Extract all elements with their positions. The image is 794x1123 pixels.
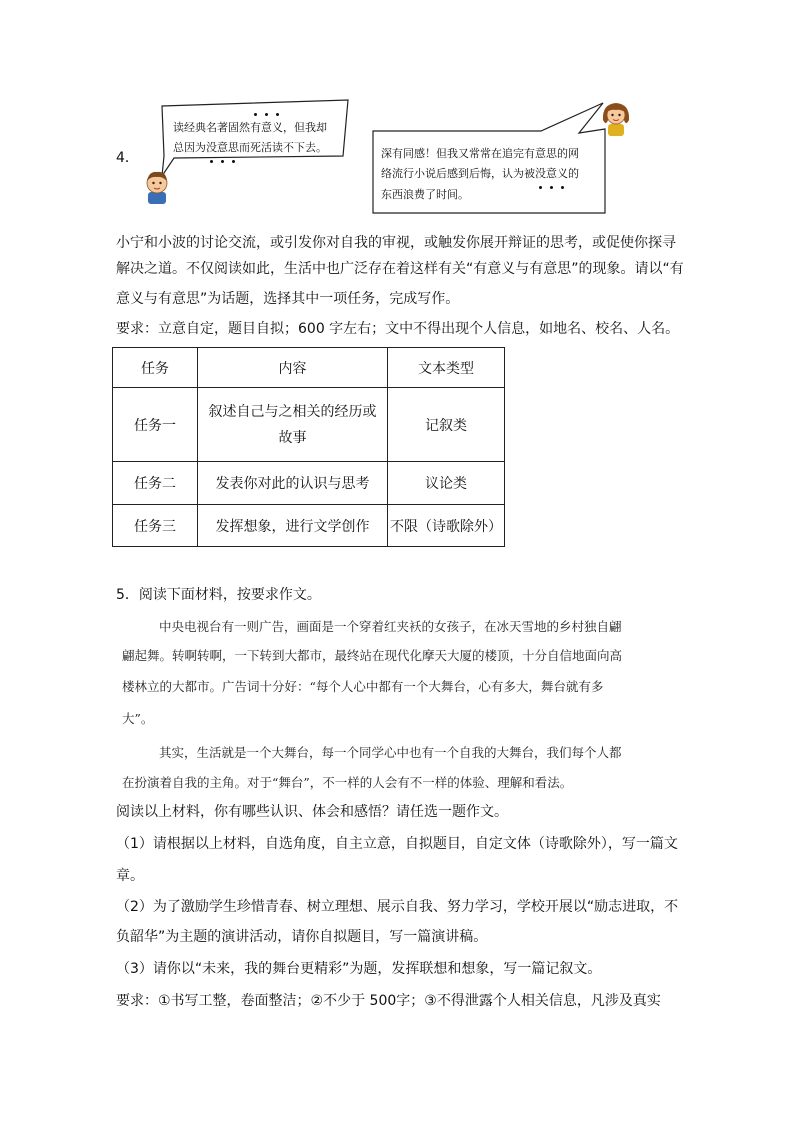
q5-title: 5．阅读下面材料，按要求作文。	[116, 587, 321, 603]
table-header-row	[113, 348, 505, 388]
table-cell-task: 任务三	[113, 505, 198, 547]
q5-option-1-line-1: （1）请根据以上材料，自选角度，自主立意，自拟题目，自定文体（诗歌除外），写一篇文	[116, 836, 678, 852]
q5-option-2-line-1: （2）为了激励学生珍惜青春、树立理想、展示自我、努力学习，学校开展以“励志进取，不	[116, 899, 679, 915]
q5-option-2-line-2: 负韶华”为主题的演讲活动，请你自拟题目，写一篇演讲稿。	[116, 929, 488, 945]
bubble-left-line2: 总因为没意思而死活读不下去。	[173, 136, 327, 159]
q5-material-line-6: 在扮演着自我的主角。对于“舞台”，不一样的人会有不一样的体验、理解和看法。	[122, 775, 573, 790]
q5-material-line-3: 楼林立的大都市。广告词十分好：“每个人心中都有一个大舞台，心有多大，舞台就有多	[122, 679, 604, 694]
q5-prompt: 阅读以上材料，你有哪些认识、体会和感悟？请任选一题作文。	[116, 804, 508, 820]
table-cell-type: 议论类	[388, 462, 505, 505]
q5-requirement: 要求：①书写工整，卷面整洁；②不少于 500字；③不得泄露个人相关信息，凡涉及真实	[116, 993, 661, 1009]
q5-option-1-line-2: 章。	[116, 868, 144, 884]
q5-option-3: （3）请你以“未来，我的舞台更精彩”为题，发挥联想和想象，写一篇记叙文。	[116, 961, 602, 977]
table-header-task: 任务	[113, 348, 198, 388]
q5-material-line-5: 其实，生活就是一个大舞台，每一个同学心中也有一个自我的大舞台，我们每个人都	[159, 745, 622, 760]
table-cell-task: 任务二	[113, 462, 198, 505]
table-cell-type: 不限（诗歌除外）	[388, 505, 505, 547]
question-number-4: 4．	[116, 150, 139, 166]
table-cell-content: 发表你对此的认识与思考	[198, 462, 388, 505]
boy-avatar-icon	[140, 168, 174, 204]
q5-material-line-2: 翩起舞。转啊转啊，一下转到大都市，最终站在现代化摩天大厦的楼顶，十分自信地面向高	[122, 648, 623, 663]
bubble-right-line2: 络流行小说后感到后悔，认为被没意义的	[381, 162, 579, 185]
q4-requirement: 要求：立意自定，题目自拟；600 字左右；文中不得出现个人信息，如地名、校名、人名。	[116, 321, 680, 337]
q4-paragraph-line-1: 小宁和小波的讨论交流，或引发你对自我的审视，或触发你展开辩证的思考，或促使你探寻	[116, 235, 676, 251]
table-cell-content: 发挥想象，进行文学创作	[198, 505, 388, 547]
q5-material-line-1: 中央电视台有一则广告，画面是一个穿着红夹袄的女孩子，在冰天雪地的乡村独自翩	[159, 619, 622, 634]
table-row	[113, 462, 505, 505]
q4-paragraph-line-2: 解决之道。不仅阅读如此，生活中也广泛存在着这样有关“有意义与有意思”的现象。请以“有	[116, 261, 684, 277]
table-cell-content: 叙述自己与之相关的经历或 故事	[198, 388, 388, 462]
table-cell-task: 任务一	[113, 388, 198, 462]
q5-material-line-4: 大”。	[122, 711, 154, 726]
bubble-right-line3: 东西浪费了时间。	[381, 188, 469, 201]
girl-avatar-icon	[599, 100, 633, 136]
q4-paragraph-line-3: 意义与有意思”为话题，选择其中一项任务，完成写作。	[116, 291, 460, 307]
table-header-type: 文本类型	[388, 348, 505, 388]
bubble-right-line1: 深有同感！但我又常常在追完有意思的网	[381, 147, 579, 160]
table-row	[113, 505, 505, 547]
table-row	[113, 388, 505, 462]
bubble-left-line1: 读经典名著固然有意义，但我却	[173, 116, 327, 139]
table-cell-type: 记叙类	[388, 388, 505, 462]
table-header-content: 内容	[198, 348, 388, 388]
task-table	[112, 347, 505, 547]
